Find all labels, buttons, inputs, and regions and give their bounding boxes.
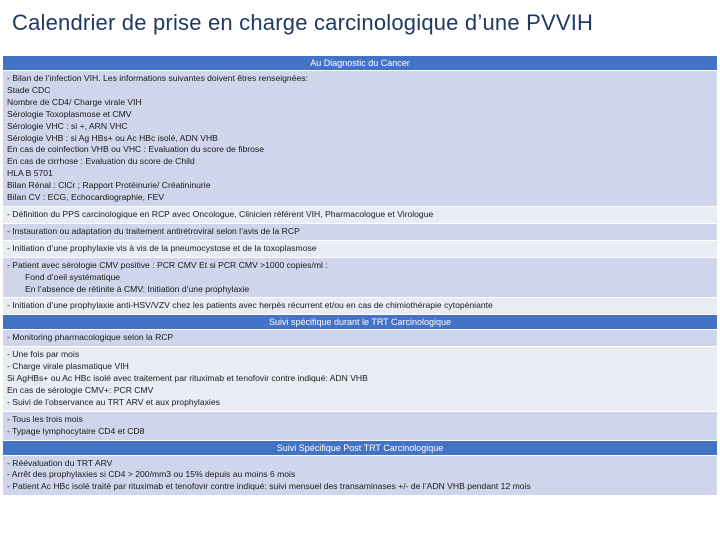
cell-line: Fond d’oeil systématique [25, 271, 121, 282]
cell-line: - Réévaluation du TRT ARV [7, 457, 113, 468]
table-cell [3, 330, 717, 347]
cell-line: - Bilan de l’infection VIH. Les informations suivantes doivent êtres renseignées: [7, 73, 308, 83]
cell-line: Stade CDC [7, 84, 51, 95]
table-cell [3, 298, 717, 315]
section-header: Suivi Spécifique Post TRT Carcinologique [3, 441, 717, 456]
care-calendar-table [3, 56, 717, 496]
cell-line: - Patient avec sérologie CMV positive : PCR CMV Et si PCR CMV >1000 copies/ml : [7, 259, 328, 270]
cell-line: En cas de coinfection VHB ou VHC : Evaluation du score de fibrose [7, 144, 264, 155]
cell-line: En cas de cirrhose : Evaluation du score de Child [7, 156, 195, 167]
cell-line: - Charge virale plasmatique VIH [7, 361, 129, 372]
cell-line: - Typage lymphocytaire CD4 et CD8 [7, 425, 145, 436]
cell-line: Sérologie VHB : si Ag HBs+ ou Ac HBc isolé, ADN VHB [7, 132, 218, 143]
table-cell [3, 258, 717, 299]
table-cell [3, 347, 717, 412]
section-header: Suivi spécifique durant le TRT Carcinologique [3, 315, 717, 330]
cell-line: - Tous les trois mois [7, 413, 83, 424]
cell-line: Sérologie VHC : si +, ARN VHC [7, 120, 128, 131]
cell-line: En cas de sérologie CMV+: PCR CMV [7, 384, 154, 395]
page-title: Calendrier de prise en charge carcinologique d’une PVVIH [12, 10, 594, 35]
table-cell [3, 224, 717, 241]
cell-line: Bilan CV : ECG, Echocardiographie, FEV [7, 192, 165, 203]
cell-line: - Définition du PPS carcinologique en RCP avec Oncologue, Clinicien référent VIH, Pharmacologue et Virologue [7, 208, 434, 219]
cell-line: Nombre de CD4/ Charge virale VIH [7, 96, 142, 107]
cell-line: En l’absence de rétinite à CMV: Initiation d’une prophylaxie [25, 283, 250, 294]
cell-line: Bilan Rénal : ClCr ; Rapport Protéinurie/ Créatininurie [7, 180, 211, 191]
cell-line: - Une fois par mois [7, 349, 80, 360]
cell-line: HLA B 5701 [7, 168, 53, 179]
section-header: Au Diagnostic du Cancer [3, 56, 717, 71]
cell-line: Si AgHBs+ ou Ac HBc isolé avec traitement par rituximab et tenofovir contre indiqué: ADN VHB [7, 373, 368, 384]
table-cell [3, 456, 717, 497]
table-cell [3, 207, 717, 224]
cell-line: - Instauration ou adaptation du traitement antirétroviral selon l’avis de la RCP [7, 225, 300, 236]
table-cell [3, 412, 717, 441]
cell-line: - Initiation d’une prophylaxie vis à vis de la pneumocystose et de la toxoplasmose [7, 242, 317, 253]
cell-line: - Patient Ac HBc isolé traité par rituximab et tenofovir contre indiqué: suivi mensuel des transaminases +/- de l’ADN VHB pendant 12 mois [7, 481, 531, 492]
cell-line: - Initiation d’une prophylaxie anti-HSV/VZV chez les patients avec herpès récurrent et/ou en cas de chimiothérapie cytopéniante [7, 300, 493, 311]
cell-line: - Arrêt des prophylaxies si CD4 > 200/mm3 ou 15% depuis au moins 6 mois [7, 469, 296, 480]
cell-line: Sérologie Toxoplasmose et CMV [7, 108, 132, 119]
cell-line: - Suivi de l’observance au TRT ARV et aux prophylaxies [7, 396, 220, 407]
cell-line: - Monitoring pharmacologique selon la RCP [7, 332, 174, 343]
table-cell [3, 241, 717, 258]
table-cell [3, 71, 717, 207]
